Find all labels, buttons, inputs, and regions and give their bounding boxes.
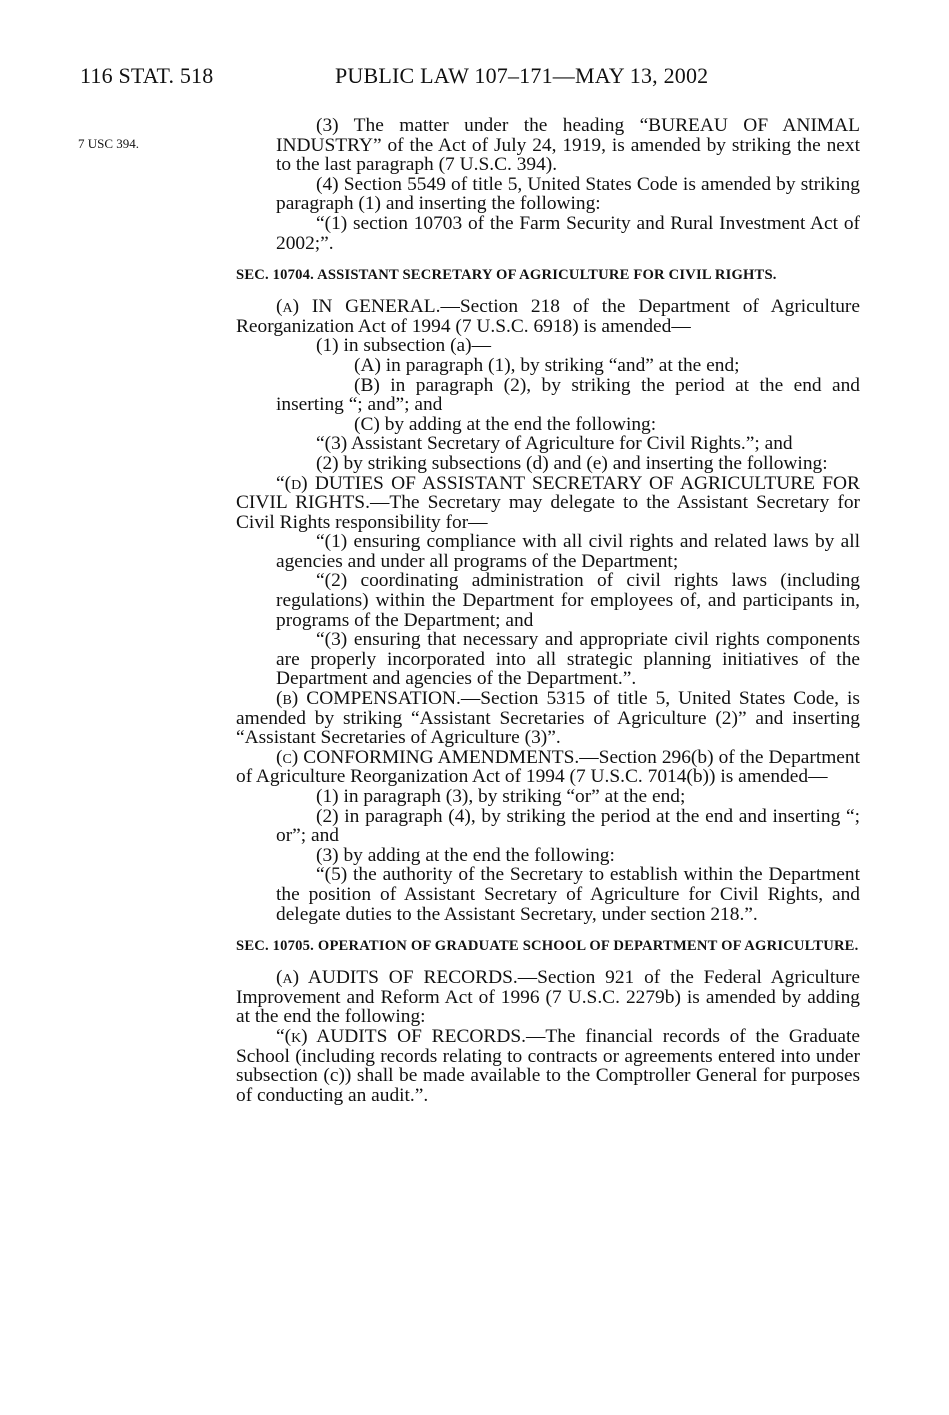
subsection-text: —Section 296(b) of the Department of Agriculture Reorganization Act of 1994 (7 U.S.C. 7014(b)) is amended— <box>236 746 860 788</box>
section-number: SEC. 10704. <box>236 267 315 284</box>
paragraph: (2) in paragraph (4), by striking the period at the end and inserting “; or”; and <box>276 805 860 847</box>
section-title: ASSISTANT SECRETARY OF AGRICULTURE FOR CIVIL RIGHTS. <box>317 267 777 284</box>
section-title: OPERATION OF GRADUATE SCHOOL OF DEPARTMENT OF AGRICULTURE. <box>317 938 859 955</box>
paragraph: (3) by adding at the end the following: <box>316 844 615 866</box>
subparagraph: (A) in paragraph (1), by striking “and” at the end; <box>354 354 740 376</box>
section-number: SEC. 10705. <box>236 938 315 955</box>
quoted-paragraph: “(1) section 10703 of the Farm Security and Rural Investment Act of 2002;”. <box>276 212 860 254</box>
page-identifier: 116 STAT. 518 <box>80 63 214 88</box>
subsection-text: —Section 5315 of title 5, United States Code, is amended by striking “Assistant Secretaries of Agriculture (2)” and inserting “Assistant Secretaries of Agriculture (3)”. <box>236 688 860 749</box>
paragraph: (1) in paragraph (3), by striking “or” at the end; <box>316 786 686 807</box>
subsection-heading: “(d) DUTIES OF ASSISTANT SECRETARY OF AGRICULTURE FOR CIVIL RIGHTS. <box>236 472 860 514</box>
subsection-heading: (b) COMPENSATION. <box>276 688 461 710</box>
paragraph: (2) by striking subsections (d) and (e) and inserting the following: <box>316 452 828 474</box>
quoted-subsection <box>236 474 860 533</box>
quoted-subsection <box>236 1027 860 1105</box>
paragraph: (3) The matter under the heading “BUREAU OF ANIMAL INDUSTRY” of the Act of July 24, 1919, is amended by striking the next to the last paragraph (7 U.S.C. 394). <box>276 115 860 176</box>
quoted-paragraph: “(1) ensuring compliance with all civil rights and related laws by all agencies and under all programs of the Department; <box>276 531 860 572</box>
section-heading <box>236 937 860 955</box>
subsection-text: —The Secretary may delegate to the Assistant Secretary for Civil Rights responsibility for— <box>236 492 861 533</box>
quoted-paragraph: “(2) coordinating administration of civil rights laws (including regulations) within the Department for employees of, and participants in, programs of the Department; and <box>276 570 860 631</box>
subparagraph: (C) by adding at the end the following: <box>354 413 657 435</box>
subsection <box>236 689 860 748</box>
subsection <box>236 748 860 787</box>
section-heading <box>236 266 860 284</box>
subsection <box>236 297 860 336</box>
subsection-text: —The financial records of the Graduate School (including records relating to contracts or agreements entered into under subsection (c)) shall be made available to the Comptroller General for purposes of conducting an audit.”. <box>236 1025 860 1106</box>
subsection-heading: (a) IN GENERAL. <box>276 296 441 318</box>
running-title: PUBLIC LAW 107–171—MAY 13, 2002 <box>335 63 709 88</box>
paragraph: (1) in subsection (a)— <box>316 335 492 357</box>
subsection <box>236 968 860 1027</box>
margin-citation: 7 USC 394. <box>78 136 140 151</box>
subparagraph: (B) in paragraph (2), by striking the period at the end and inserting “; and”; and <box>276 374 860 416</box>
subsection-heading: (c) CONFORMING AMENDMENTS. <box>276 746 580 768</box>
subsection-heading: (a) AUDITS OF RECORDS. <box>276 967 518 989</box>
quoted-paragraph: “(5) the authority of the Secretary to establish within the Department the position of Assistant Secretary of Agriculture for Civil Rights, and delegate duties to the Assistant Secretary, under section 218.”. <box>276 864 860 925</box>
subsection-text: —Section 921 of the Federal Agriculture Improvement and Reform Act of 1996 (7 U.S.C. 2279b) is amended by adding at the end the following: <box>236 967 861 1028</box>
subsection-heading: “(k) AUDITS OF RECORDS. <box>276 1025 526 1047</box>
body-text <box>236 116 860 1105</box>
quoted-paragraph: “(3) ensuring that necessary and appropriate civil rights components are properly incorporated into all strategic planning initiatives of the Department and agencies of the Department.”. <box>276 629 860 690</box>
paragraph: (4) Section 5549 of title 5, United States Code is amended by striking paragraph (1) and inserting the following: <box>276 173 860 215</box>
subsection-text: —Section 218 of the Department of Agriculture Reorganization Act of 1994 (7 U.S.C. 6918) is amended— <box>236 296 860 337</box>
quoted-paragraph: “(3) Assistant Secretary of Agriculture for Civil Rights.”; and <box>316 433 793 455</box>
